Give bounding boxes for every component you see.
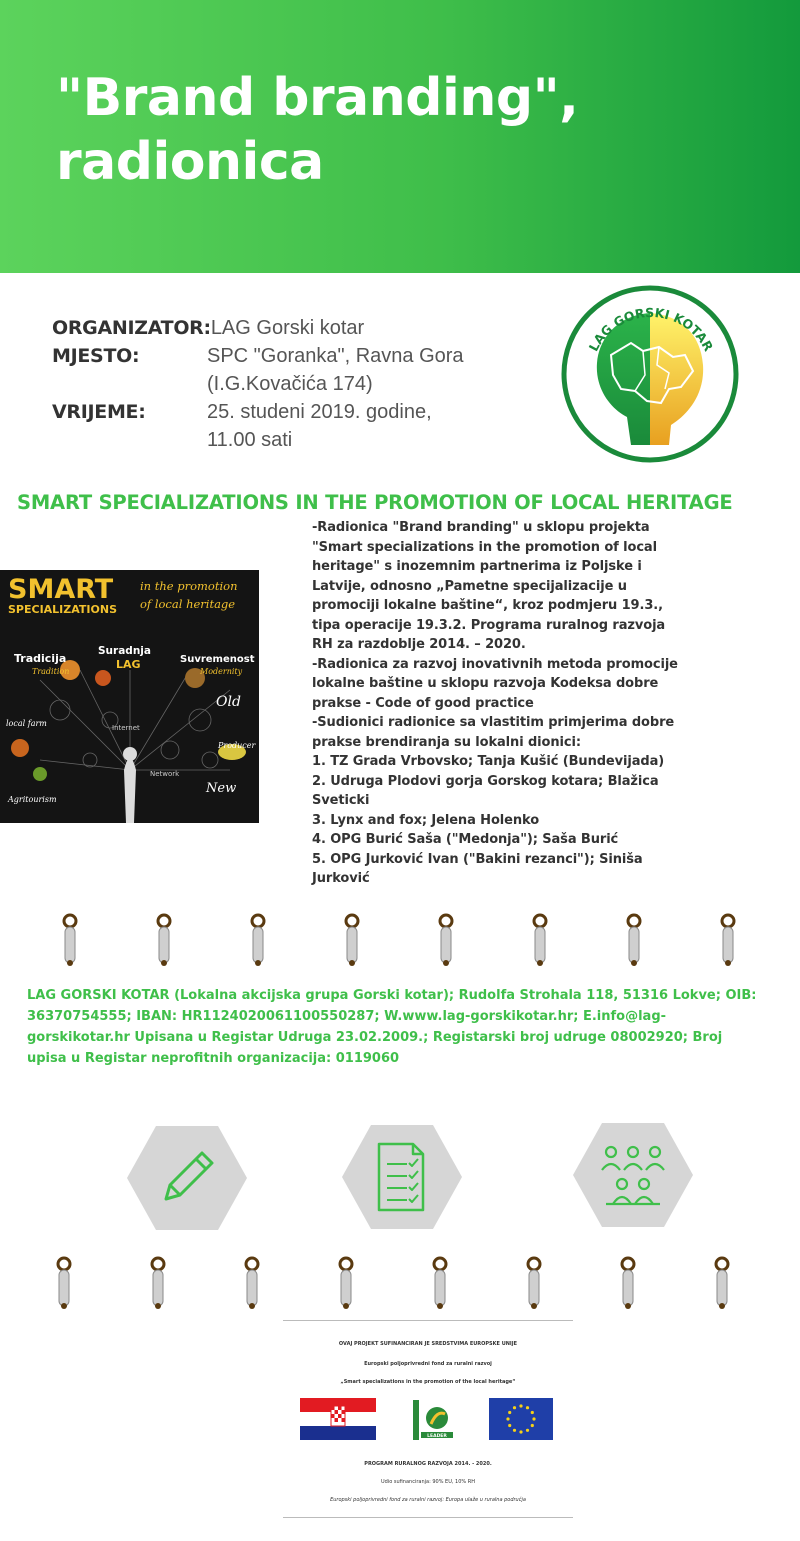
- binder-rings-top: [0, 913, 800, 973]
- word-internet: Internet: [112, 724, 140, 732]
- word-suradnja: Suradnja: [98, 645, 151, 657]
- eu-star: [532, 1417, 535, 1420]
- organizator-label: ORGANIZATOR:: [52, 317, 211, 339]
- binder-ring: [714, 1256, 730, 1312]
- word-network: Network: [150, 770, 180, 778]
- binder-ring: [626, 913, 642, 969]
- smart-subtitle: SPECIALIZATIONS: [8, 603, 117, 616]
- eu-star: [508, 1424, 511, 1427]
- binder-ring: [56, 1256, 72, 1312]
- leader-logo-icon: [413, 1400, 457, 1440]
- lag-gorski-kotar-logo: [561, 285, 739, 463]
- desc-paragraph: -Radionica za razvoj inovativnih metoda promocije lokalne baštine u sklopu razvoja Kodeksa dobre prakse - Code of good practice: [312, 656, 678, 711]
- word-lag: LAG: [116, 658, 141, 671]
- smart-illustration: [0, 570, 259, 823]
- mjesto-value: SPC "Goranka", Ravna Gora: [207, 345, 464, 367]
- eu-star: [508, 1411, 511, 1414]
- eu-line-2: Europski poljoprivredni fond za ruralni razvoj: [364, 1361, 492, 1367]
- page-title: "Brand branding", radionica: [56, 68, 579, 192]
- vrijeme-value: 25. studeni 2019. godine,: [207, 401, 432, 423]
- binder-ring: [620, 1256, 636, 1312]
- eu-flag-icon: [489, 1398, 553, 1440]
- binder-ring: [344, 913, 360, 969]
- binder-ring: [338, 1256, 354, 1312]
- smart-tagline-1: in the promotion: [140, 579, 238, 593]
- word-producer: Producer: [218, 741, 256, 750]
- binder-ring: [250, 913, 266, 969]
- eu-star: [513, 1429, 516, 1432]
- mjesto-row-2: [52, 370, 522, 398]
- smart-title: SMART: [8, 574, 114, 605]
- logo-text: LAG GORSKI KOTAR: [585, 304, 717, 354]
- mjesto-address: (I.G.Kovačića 174): [207, 373, 373, 395]
- binder-ring: [62, 913, 78, 969]
- croatia-flag-icon: [300, 1398, 376, 1440]
- eu-star: [519, 1430, 522, 1433]
- word-old: Old: [216, 694, 241, 710]
- binder-ring: [432, 1256, 448, 1312]
- word-suvremenost: Suvremenost: [180, 654, 255, 665]
- eu-star: [531, 1424, 534, 1427]
- eu-star: [526, 1406, 529, 1409]
- participant-item: 5. OPG Jurković Ivan ("Bakini rezanci"); Siniša Jurković: [312, 851, 643, 886]
- organizator-value: LAG Gorski kotar: [210, 317, 365, 339]
- participant-item: 2. Udruga Plodovi gorja Gorskog kotara; Blažica Sveticki: [312, 773, 659, 808]
- binder-ring: [156, 913, 172, 969]
- binder-ring: [244, 1256, 260, 1312]
- workshop-description: [312, 518, 682, 889]
- leader-label: LEADER: [427, 1434, 447, 1439]
- mjesto-row: [52, 342, 522, 370]
- checklist-hexagon: [341, 1124, 463, 1230]
- organization-info: LAG GORSKI KOTAR (Lokalna akcijska grupa Gorski kotar); Rudolfa Strohala 118, 51316 Lokve; OIB: 36370754555; IBAN: HR1124020061100550287; W.www.lag-gorskikotar.hr; E.info@lag-gorskikotar.hr Upisana u Registar Udruga 23.02.2009.; Registarski broj udruge 08002920; Broj upisa u Registar neprofitnih organizacija: 0119060: [27, 988, 757, 1066]
- eu-line-1: OVAJ PROJEKT SUFINANCIRAN JE SREDSTVIMA EUROPSKE UNIJE: [338, 1341, 518, 1347]
- eu-star: [506, 1417, 509, 1420]
- word-new: New: [206, 781, 237, 796]
- desc-paragraph: -Sudionici radionice sa vlastitim primjerima dobre prakse brendiranja su lokalni dionici:: [312, 715, 675, 750]
- word-local-farm: local farm: [6, 719, 47, 728]
- smart-tagline-2: of local heritage: [140, 597, 236, 611]
- smart-specializations-image: [0, 570, 259, 823]
- eu-line-5: Udio sufinanciranja: 90% EU, 10% RH: [381, 1479, 475, 1485]
- word-tradition: Tradition: [32, 667, 70, 676]
- participant-item: 3. Lynx and fox; Jelena Holenko: [312, 812, 540, 828]
- participant-item: 1. TZ Grada Vrbovsko; Tanja Kušić (Bundevijada): [312, 754, 665, 769]
- binder-rings-bottom: [0, 1256, 800, 1316]
- header-banner: [0, 0, 800, 273]
- group-hexagon: [572, 1122, 694, 1228]
- event-info: [52, 314, 522, 454]
- binder-ring: [150, 1256, 166, 1312]
- binder-ring: [532, 913, 548, 969]
- mjesto-label: MJESTO:: [52, 345, 140, 367]
- word-agritourism: Agritourism: [8, 795, 57, 804]
- binder-ring: [438, 913, 454, 969]
- binder-ring: [720, 913, 736, 969]
- eu-star: [513, 1406, 516, 1409]
- eu-star: [531, 1411, 534, 1414]
- participant-item: 4. OPG Burić Saša ("Medonja"); Saša Burić: [312, 832, 619, 847]
- eu-star: [519, 1404, 522, 1407]
- vrijeme-row: [52, 398, 522, 426]
- vrijeme-label: VRIJEME:: [52, 401, 146, 423]
- word-tradicija: Tradicija: [14, 652, 67, 665]
- vrijeme-row-2: [52, 426, 522, 454]
- eu-line-6: Europski poljoprivredni fond za ruralni razvoj: Europa ulaže u ruralna područja: [330, 1497, 526, 1503]
- eu-star: [526, 1429, 529, 1432]
- eu-line-3: „Smart specializations in the promotion of the local heritage“: [340, 1379, 516, 1385]
- organizator-row: [52, 314, 522, 342]
- desc-paragraph: -Radionica "Brand branding" u sklopu projekta "Smart specializations in the promotion of local heritage" s inozemnim partnerima iz Poljske i Latvije, odnosno „Pametne specijalizacije u promociji lokalne baštine“, kroz podmjeru 19.3., tipa operacije 19.3.2. Programa ruralnog razvoja RH za razdoblje 2014. – 2020.: [312, 520, 666, 652]
- word-modernity: Modernity: [200, 667, 243, 676]
- vrijeme-time: 11.00 sati: [207, 429, 293, 451]
- eu-line-4: PROGRAM RURALNOG RAZVOJA 2014. - 2020.: [364, 1461, 492, 1467]
- binder-ring: [526, 1256, 542, 1312]
- pencil-hexagon: [126, 1125, 248, 1231]
- section-title: SMART SPECIALIZATIONS IN THE PROMOTION OF LOCAL HERITAGE: [17, 491, 733, 514]
- eu-funding-panel: [283, 1320, 573, 1518]
